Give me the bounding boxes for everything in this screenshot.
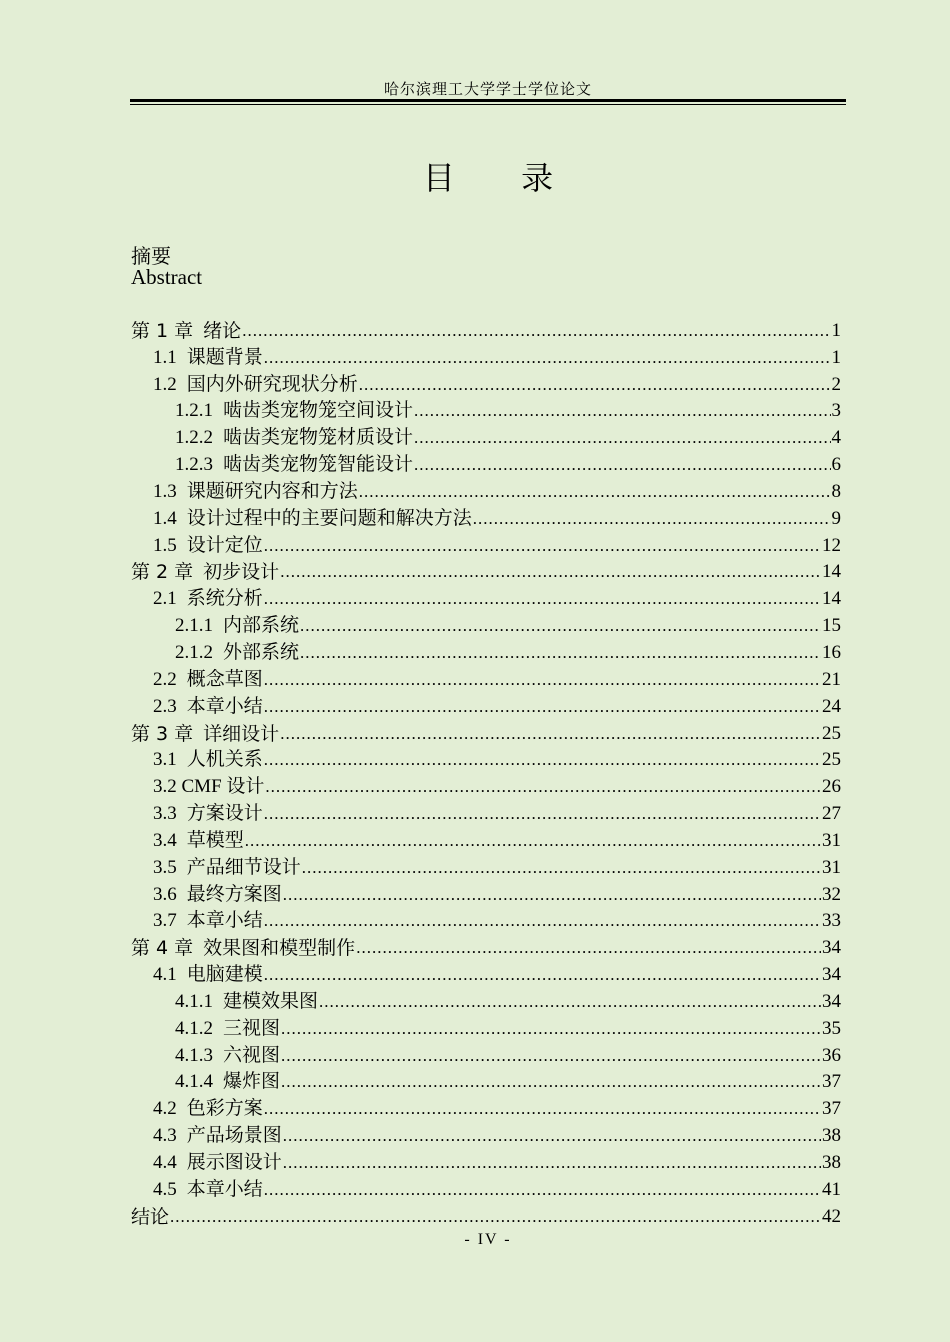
toc-entry-title: 电脑建模: [186, 964, 263, 986]
toc-dot-leader: [264, 801, 821, 827]
toc-entry-number: 4.1.4: [175, 1071, 213, 1093]
toc-dot-leader: [280, 721, 821, 747]
toc-entry-title: 啮齿类宠物笼空间设计: [223, 400, 414, 422]
toc-entry-page: 21: [822, 668, 841, 690]
toc-entry-number: 2.3: [153, 695, 177, 717]
toc-dot-leader: [264, 586, 821, 612]
toc-entry-number: 4.1.2: [175, 1017, 213, 1039]
toc-dot-leader: [302, 855, 821, 881]
toc-entry-page: 33: [822, 910, 841, 932]
toc-entry[interactable]: [131, 612, 841, 639]
toc-entry-number: 2.1: [153, 588, 177, 610]
toc-dot-leader: [264, 747, 821, 773]
toc-entry-page: 32: [822, 883, 841, 905]
toc-dot-leader: [170, 1204, 821, 1230]
toc-entry-page: 8: [831, 480, 841, 502]
toc-entry-number: 第 1 章: [131, 319, 194, 342]
toc-entry-number: 第 2 章: [131, 561, 194, 584]
toc-entry[interactable]: [131, 1203, 841, 1230]
toc-entry[interactable]: [131, 1069, 841, 1096]
toc-entry-page: 37: [822, 1071, 841, 1093]
toc-dot-leader: [281, 1016, 821, 1042]
toc-entry-number: 3.2 CMF 设计: [153, 776, 265, 798]
toc-entry[interactable]: [131, 666, 841, 693]
toc-entry-number: 2.2: [153, 668, 177, 690]
toc-entry[interactable]: [131, 800, 841, 827]
toc-entry[interactable]: [131, 639, 841, 666]
toc-entry[interactable]: [131, 854, 841, 881]
toc-dot-leader: [281, 1043, 821, 1069]
toc-entry-number: 3.5: [153, 856, 177, 878]
toc-entry[interactable]: [131, 371, 841, 398]
toc-entry-page: 26: [822, 776, 841, 798]
toc-dot-leader: [264, 667, 821, 693]
toc-entry-page: 4: [831, 427, 841, 449]
toc-dot-leader: [264, 1177, 821, 1203]
page-number: - IV -: [464, 1231, 512, 1248]
toc-entry-number: 第 3 章: [131, 722, 194, 745]
toc-dot-leader: [283, 1123, 821, 1149]
toc-entry-title: 详细设计: [203, 722, 280, 745]
toc-entry-title: 产品细节设计: [186, 856, 301, 878]
toc-entry-page: 35: [822, 1017, 841, 1039]
toc-entry-number: 4.4: [153, 1152, 177, 1173]
toc-entry[interactable]: [131, 1122, 841, 1149]
toc-entry-title: 最终方案图: [186, 883, 282, 905]
toc-entry-page: 24: [822, 695, 841, 717]
toc-entry-page: 31: [822, 856, 841, 878]
toc-dot-leader: [359, 479, 831, 505]
toc-dot-leader: [356, 935, 821, 961]
toc-entry[interactable]: [131, 908, 841, 935]
toc-entry[interactable]: [131, 1095, 841, 1122]
toc-entry[interactable]: [131, 961, 841, 988]
toc-entry-number: 2.1.1: [175, 615, 213, 637]
toc-dot-leader: [283, 1150, 821, 1176]
toc-dot-leader: [473, 506, 831, 532]
toc-entry-title: 课题背景: [186, 346, 263, 368]
toc-entry-page: 38: [822, 1152, 841, 1173]
toc-dot-leader: [414, 452, 830, 478]
header-rule-thick: [130, 99, 846, 102]
toc-entry-number: 3.3: [153, 803, 177, 825]
toc-abstract-zh: 摘要: [131, 244, 171, 268]
toc-entry-title: 内部系统: [223, 615, 300, 637]
toc-entry-title: 展示图设计: [186, 1152, 282, 1173]
toc-entry-title: 方案设计: [186, 803, 263, 825]
toc-entry-number: 4.1: [153, 964, 177, 986]
toc-entry[interactable]: [131, 827, 841, 854]
toc-entry-title: 绪论: [203, 319, 242, 342]
toc-dot-leader: [414, 398, 830, 424]
toc-entry-page: 16: [822, 641, 841, 663]
toc-entry[interactable]: [131, 1176, 841, 1203]
toc-entry-number: 1.2.3: [175, 454, 213, 476]
toc-entry-page: 15: [822, 615, 841, 637]
toc-entry[interactable]: [131, 317, 841, 344]
toc-entry-number: 1.3: [153, 480, 177, 502]
toc-entry-number: 2.1.2: [175, 641, 213, 663]
toc-entry-title: 效果图和模型制作: [203, 937, 356, 960]
toc-entry-title: 草模型: [186, 829, 244, 851]
toc-entry[interactable]: [131, 773, 841, 800]
toc-entry-page: 3: [831, 400, 841, 422]
toc-entry-number: 1.2: [153, 373, 177, 395]
toc-entry-title: 系统分析: [186, 588, 263, 610]
toc-abstract-en: Abstract: [131, 265, 203, 289]
toc-entry-page: 42: [822, 1205, 841, 1227]
toc-entry-page: 36: [822, 1044, 841, 1066]
toc-entry-page: 34: [822, 937, 841, 959]
toc-entry-title: 本章小结: [186, 1178, 263, 1200]
toc-entry-page: 1: [831, 319, 841, 341]
toc-entry-title: 色彩方案: [186, 1098, 263, 1120]
toc-entry-page: 14: [822, 588, 841, 610]
toc-dot-leader: [265, 774, 821, 800]
toc-dot-leader: [264, 694, 821, 720]
toc-entry-page: 6: [831, 454, 841, 476]
toc-entry-title: 啮齿类宠物笼材质设计: [223, 427, 414, 449]
toc-entry[interactable]: [131, 1042, 841, 1069]
toc-entry[interactable]: [131, 747, 841, 774]
toc-dot-leader: [264, 962, 821, 988]
toc-entry-page: 34: [822, 964, 841, 986]
toc-entry[interactable]: [131, 720, 841, 747]
toc-entry-title: 设计过程中的主要问题和解决方法: [186, 507, 472, 529]
toc-entry[interactable]: [131, 398, 841, 425]
toc-entry[interactable]: [131, 424, 841, 451]
toc-entry-page: 2: [831, 373, 841, 395]
toc-entry-title: 三视图: [223, 1017, 281, 1039]
toc-entry-number: 1.2.1: [175, 400, 213, 422]
toc-entry-number: 3.6: [153, 883, 177, 905]
toc-entry-title: 课题研究内容和方法: [186, 480, 358, 502]
toc-dot-leader: [280, 559, 821, 585]
toc-entry-title: 外部系统: [223, 641, 300, 663]
toc-entry-number: 第 4 章: [131, 937, 194, 960]
toc-dot-leader: [242, 318, 830, 344]
toc-entry-page: 12: [822, 534, 841, 556]
toc-entry-title: 啮齿类宠物笼智能设计: [223, 454, 414, 476]
toc-entry-title: 初步设计: [203, 561, 280, 584]
toc-entry-title: 六视图: [223, 1044, 281, 1066]
toc-entry-title: 本章小结: [186, 695, 263, 717]
toc-dot-leader: [264, 908, 821, 934]
toc-dot-leader: [300, 640, 821, 666]
toc-entry[interactable]: [131, 478, 841, 505]
toc-entry-number: 3.4: [153, 829, 177, 851]
toc-entry-title: 设计定位: [186, 534, 263, 556]
toc-entry[interactable]: [131, 881, 841, 908]
toc-entry-number: 4.2: [153, 1098, 177, 1120]
toc-dot-leader: [359, 372, 831, 398]
toc-entry-page: 25: [822, 722, 841, 744]
toc-entry-title: 概念草图: [186, 668, 263, 690]
toc-entry-page: 38: [822, 1125, 841, 1147]
toc-dot-leader: [300, 613, 821, 639]
toc-entry-title: 人机关系: [186, 749, 263, 771]
toc-entry-number: 1.2.2: [175, 427, 213, 449]
toc-entry[interactable]: [131, 988, 841, 1015]
toc-entry-title: 建模效果图: [223, 990, 319, 1012]
toc-entry[interactable]: [131, 532, 841, 559]
toc-dot-leader: [264, 533, 821, 559]
table-of-contents: [131, 317, 841, 1230]
toc-dot-leader: [281, 1069, 821, 1095]
toc-entry-page: 27: [822, 803, 841, 825]
toc-entry-title: 本章小结: [186, 910, 263, 932]
toc-entry-number: 结论: [131, 1205, 170, 1228]
toc-entry-number: 1.5: [153, 534, 177, 556]
toc-dot-leader: [245, 828, 821, 854]
toc-entry[interactable]: [131, 451, 841, 478]
toc-entry-page: 37: [822, 1098, 841, 1120]
toc-dot-leader: [264, 1096, 821, 1122]
toc-entry-page: 41: [822, 1178, 841, 1200]
toc-entry[interactable]: [131, 344, 841, 371]
toc-entry-number: 3.1: [153, 749, 177, 771]
toc-entry[interactable]: [131, 693, 841, 720]
toc-dot-leader: [414, 425, 830, 451]
toc-entry[interactable]: [131, 1015, 841, 1042]
toc-entry-title: 产品场景图: [186, 1125, 282, 1147]
toc-entry-number: 4.3: [153, 1125, 177, 1147]
toc-entry-page: 14: [822, 561, 841, 583]
toc-dot-leader: [264, 345, 831, 371]
toc-entry-page: 1: [831, 346, 841, 368]
toc-entry-number: 4.1.1: [175, 990, 213, 1012]
toc-entry[interactable]: [131, 559, 841, 586]
toc-entry[interactable]: [131, 505, 841, 532]
toc-entry-number: 1.1: [153, 346, 177, 368]
toc-entry-number: 1.4: [153, 507, 177, 529]
toc-entry-page: 34: [822, 990, 841, 1012]
toc-entry-title: 国内外研究现状分析: [186, 373, 358, 395]
toc-entry-page: 9: [831, 507, 841, 529]
page-title: 目 录: [422, 159, 582, 197]
toc-dot-leader: [283, 882, 821, 908]
toc-entry[interactable]: [131, 585, 841, 612]
toc-entry[interactable]: [131, 934, 841, 961]
header-rule-thin: [130, 104, 846, 105]
toc-entry-page: 31: [822, 829, 841, 851]
toc-dot-leader: [319, 989, 821, 1015]
toc-entry-number: 4.5: [153, 1178, 177, 1200]
toc-entry-number: 4.1.3: [175, 1044, 213, 1066]
toc-entry[interactable]: [131, 1149, 841, 1176]
toc-entry-number: 3.7: [153, 910, 177, 932]
running-header: 哈尔滨理工大学学士学位论文: [383, 82, 592, 98]
toc-entry-page: 25: [822, 749, 841, 771]
toc-entry-title: 爆炸图: [223, 1071, 281, 1093]
